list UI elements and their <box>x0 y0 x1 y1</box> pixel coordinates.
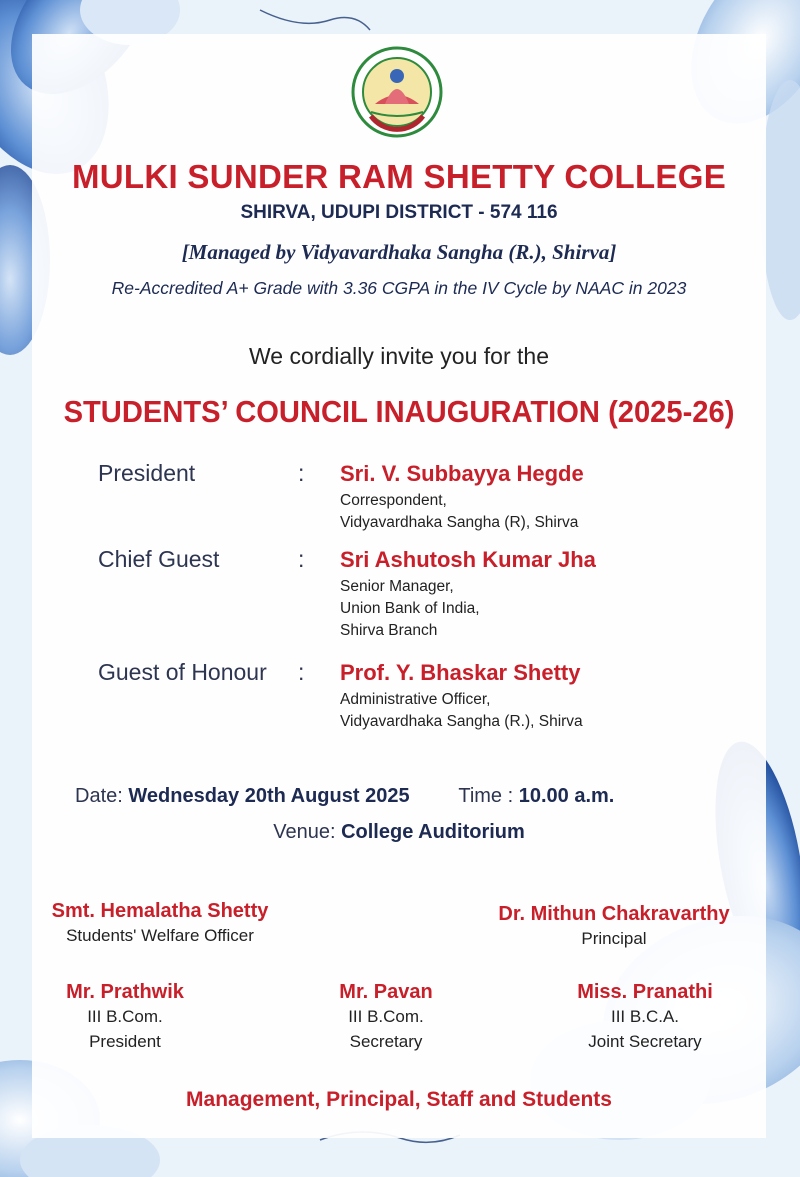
signatory-name: Miss. Pranathi <box>577 981 713 1003</box>
signatory-name: Mr. Pavan <box>339 981 433 1003</box>
venue-value: College Auditorium <box>341 821 525 843</box>
guest-name: Sri. V. Subbayya Hegde <box>340 461 584 486</box>
signatory-president <box>40 981 210 1054</box>
college-address: SHIRVA, UDUPI DISTRICT - 574 116 <box>240 202 558 223</box>
invite-intro: We cordially invite you for the <box>249 343 549 369</box>
time-value: 10.00 a.m. <box>518 785 615 807</box>
guest-role: Guest of Honour <box>98 659 267 685</box>
date-time-line <box>75 785 755 808</box>
signatory-joint-secretary <box>560 981 730 1054</box>
guest-desc-line: Vidyavardhaka Sangha (R.), Shirva <box>340 713 583 730</box>
guest-role: President <box>98 460 196 486</box>
signatory-name: Dr. Mithun Chakravarthy <box>498 903 730 925</box>
guest-name: Prof. Y. Bhaskar Shetty <box>340 660 581 685</box>
footer-line: Management, Principal, Staff and Students <box>186 1088 612 1111</box>
signatory-welfare <box>30 900 290 948</box>
event-title: STUDENTS’ COUNCIL INAUGURATION (2025-26) <box>63 394 735 429</box>
guest-role: Chief Guest <box>98 546 220 572</box>
guest-name: Sri Ashutosh Kumar Jha <box>340 547 596 572</box>
signatory-title: Principal <box>581 929 647 948</box>
signatory-title: President <box>89 1032 161 1051</box>
managed-by: [Managed by Vidyavardhaka Sangha (R.), Shirva] <box>181 240 617 264</box>
guest-desc-line: Correspondent, <box>340 492 447 509</box>
venue-line <box>32 821 766 844</box>
guest-colon: : <box>298 546 305 572</box>
signatory-name: Smt. Hemalatha Shetty <box>51 900 269 922</box>
guest-desc-line: Administrative Officer, <box>340 691 491 708</box>
date-value: Wednesday 20th August 2025 <box>128 785 410 807</box>
guest-desc-line: Shirva Branch <box>340 622 438 639</box>
guest-desc-line: Union Bank of India, <box>340 600 480 617</box>
signatory-title: Joint Secretary <box>588 1032 702 1051</box>
signatory-secretary <box>311 981 461 1054</box>
signatory-name: Mr. Prathwik <box>66 981 184 1003</box>
time-label: Time : <box>458 785 514 807</box>
accreditation-line: Re-Accredited A+ Grade with 3.36 CGPA in the IV Cycle by NAAC in 2023 <box>111 278 687 298</box>
signatory-class: III B.Com. <box>348 1007 424 1026</box>
guest-colon: : <box>298 460 305 486</box>
signatory-class: III B.C.A. <box>610 1007 680 1026</box>
guest-desc-line: Senior Manager, <box>340 578 454 595</box>
venue-label: Venue: <box>273 821 336 843</box>
date-label: Date: <box>75 785 123 807</box>
college-logo <box>351 46 443 138</box>
signatory-title: Students' Welfare Officer <box>66 926 254 945</box>
guest-colon: : <box>298 659 305 685</box>
signatory-class: III B.Com. <box>87 1007 163 1026</box>
signatory-title: Secretary <box>349 1032 423 1051</box>
college-name: MULKI SUNDER RAM SHETTY COLLEGE <box>71 158 727 195</box>
guest-desc-line: Vidyavardhaka Sangha (R), Shirva <box>340 514 579 531</box>
signatory-principal <box>478 903 750 951</box>
